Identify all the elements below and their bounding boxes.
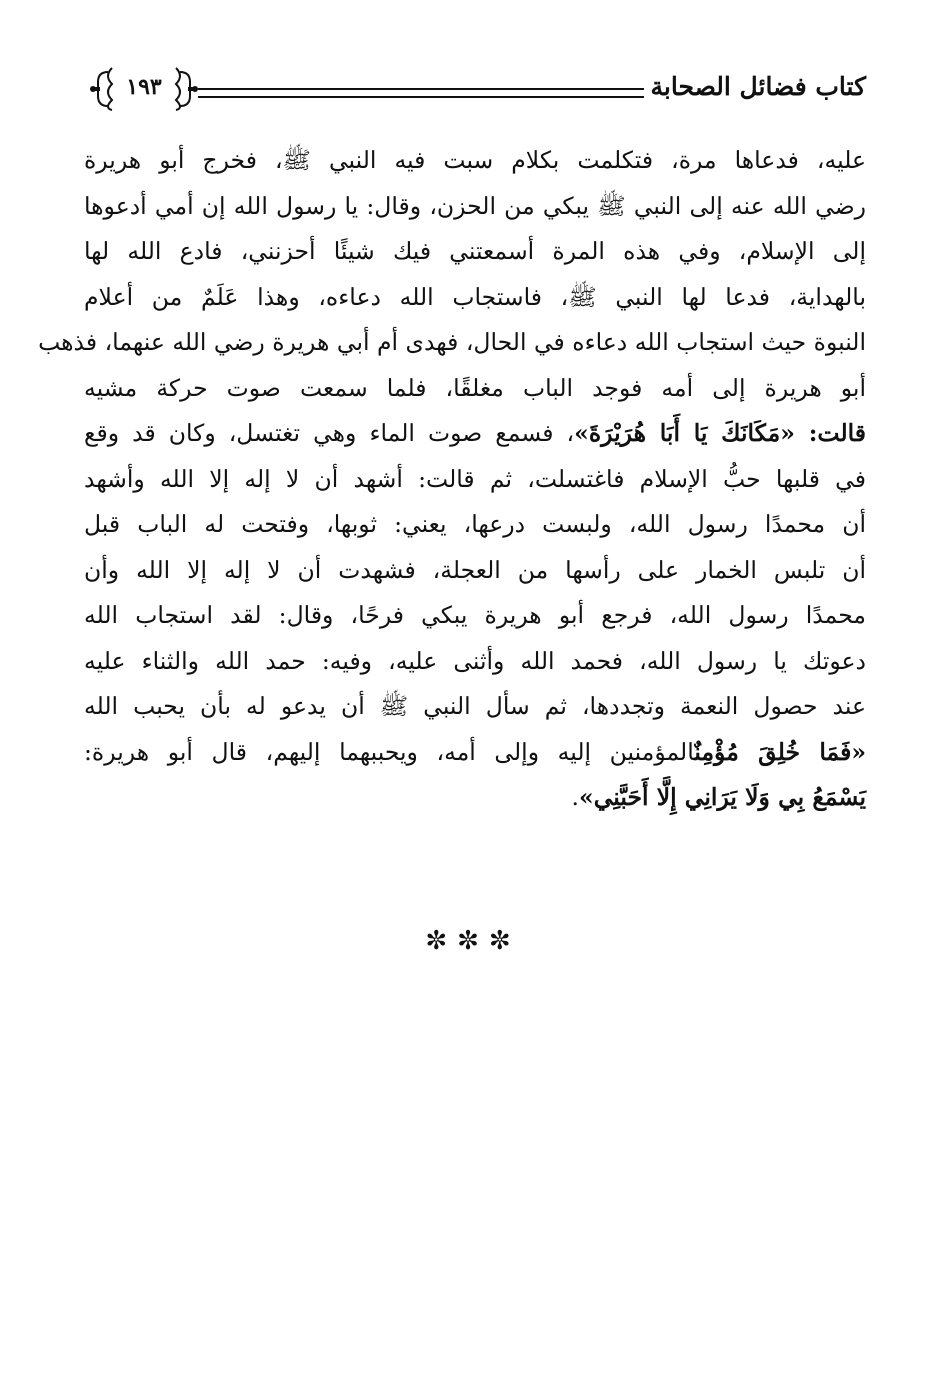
hadith-quote: «فَمَا خُلِقَ مُؤْمِنٌ [694, 737, 867, 766]
text-line [84, 548, 866, 594]
line-text: بالهداية، فدعا لها النبي ﷺ، فاستجاب الله دعاءه، وهذا عَلَمٌ من أعلام [84, 282, 866, 311]
line-text: رضي الله عنه إلى النبي ﷺ يبكي من الحزن، وقال: يا رسول الله إن أمي أدعوها [84, 191, 866, 220]
text-line [84, 411, 866, 457]
line-text: إلى الإسلام، وفي هذه المرة أسمعتني فيك شيئًا أحزنني، فادع الله لها [84, 237, 866, 265]
text-line [84, 730, 866, 776]
hadith-quote: قالت: «مَكَانَكَ يَا أَبَا هُرَيْرَةَ» [574, 419, 866, 447]
text-line [84, 684, 866, 730]
line-text: . [571, 783, 579, 811]
book-title: كتاب فضائل الصحابة [650, 72, 866, 101]
section-separator: ✼✼✼ [425, 926, 521, 956]
text-line [38, 320, 866, 366]
line-text: عند حصول النعمة وتجددها، ثم سأل النبي ﷺ أن يدعو له بأن يحبب الله [84, 692, 866, 720]
line-text: أبو هريرة إلى أمه فوجد الباب مغلقًا، فلما سمعت صوت حركة مشيه [84, 373, 866, 402]
text-line [84, 138, 866, 184]
hadith-quote: يَسْمَعُ بِي وَلَا يَرَانِي إِلَّا أَحَبَّنِي» [579, 783, 866, 811]
text-line [84, 184, 866, 230]
line-text: النبوة حيث استجاب الله دعاءه في الحال، فهدى أم أبي هريرة رضي الله عنهما، فذهب [38, 328, 866, 356]
text-line [84, 366, 866, 412]
line-text: ، فسمع صوت الماء وهي تغتسل، وكان قد وقع [84, 419, 575, 447]
text-line [84, 593, 866, 639]
line-text: أن محمدًا رسول الله، ولبست درعها، يعني: ثوبها، وفتحت له الباب قبل [84, 510, 866, 538]
text-line [84, 275, 866, 321]
text-line [84, 639, 866, 685]
line-text: في قلبها حبُّ الإسلام فاغتسلت، ثم قالت: أشهد أن لا إله إلا الله وأشهد [84, 464, 866, 493]
line-text: عليه، فدعاها مرة، فتكلمت بكلام سبت فيه النبي ﷺ، فخرج أبو هريرة [84, 146, 866, 174]
line-text: المؤمنين إليه وإلى أمه، ويحببهما إليهم، قال أبو هريرة: [84, 737, 695, 766]
page-number-ornament [90, 64, 198, 114]
text-line [84, 229, 866, 275]
page-number: ١٩٣ [126, 74, 162, 100]
body-text [38, 138, 867, 821]
line-text: دعوتك يا رسول الله، فحمد الله وأثنى عليه، وفيه: حمد الله والثناء عليه [84, 646, 866, 675]
text-line [84, 502, 866, 548]
page-header [80, 58, 866, 122]
text-line [84, 775, 866, 821]
text-line [84, 457, 866, 503]
line-text: أن تلبس الخمار على رأسها من العجلة، فشهدت أن لا إله إلا الله وأن [84, 555, 866, 584]
header-rule [198, 88, 644, 98]
line-text: محمدًا رسول الله، فرجع أبو هريرة يبكي فرحًا، وقال: لقد استجاب الله [84, 601, 866, 629]
